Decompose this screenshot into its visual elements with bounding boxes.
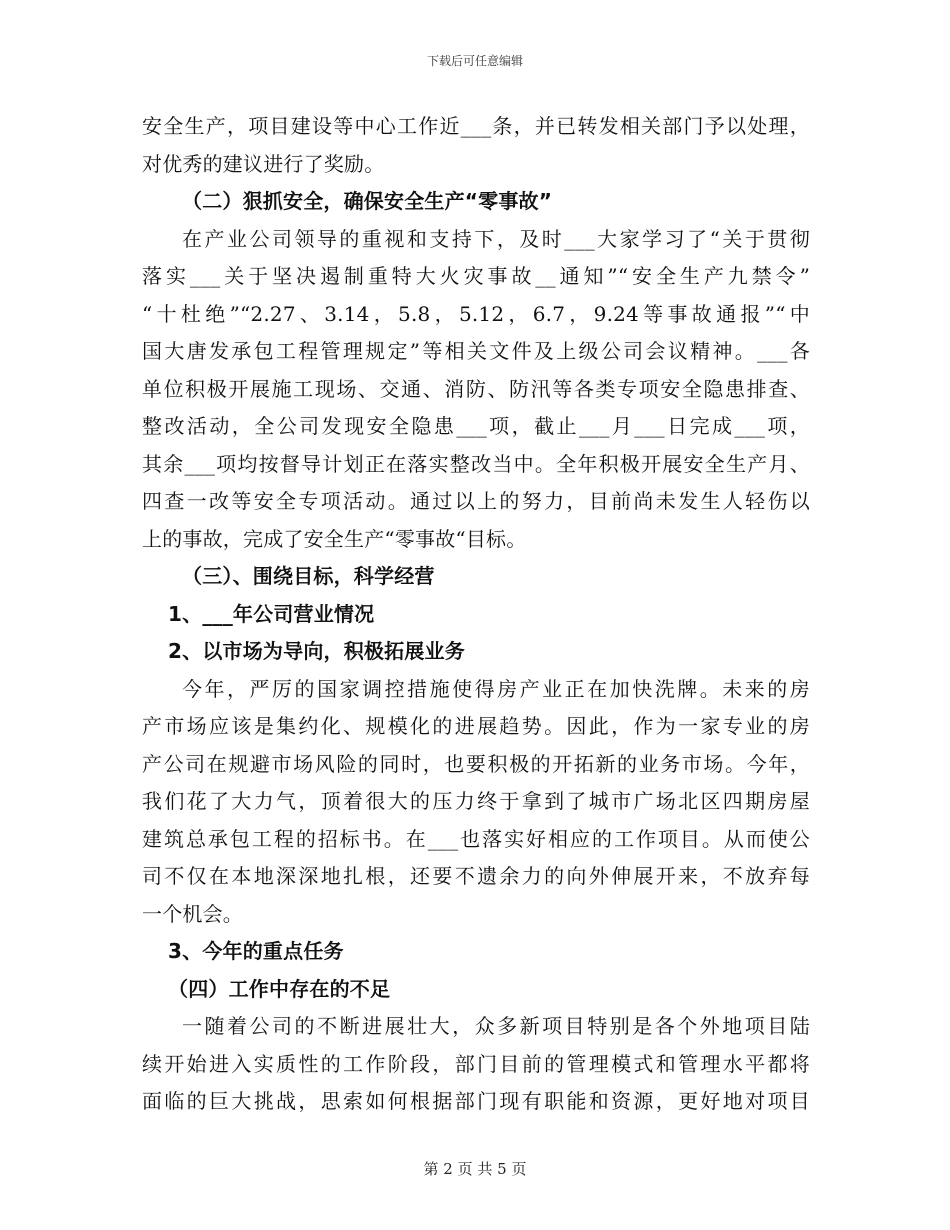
paragraph-line: 续开始进入实质性的工作阶段，部门目前的管理模式和管理水平都将 (142, 1051, 810, 1076)
paragraph-line: “十杜绝”“2.27、3.14，5.8，5.12，6.7，9.24等事故通报”“中 (142, 301, 810, 326)
section-heading: （三）、围绕目标，科学经营 (182, 564, 435, 588)
document-body (142, 108, 810, 1121)
subsection-heading: 1、___年公司营业情况 (168, 601, 375, 626)
subsection-heading: 2、以市场为导向，积极拓展业务 (168, 639, 465, 663)
paragraph-line: 我们花了大力气，顶着很大的压力终于拿到了城市广场北区四期房屋 (142, 789, 810, 813)
section-heading: （四）工作中存在的不足 (168, 976, 391, 1001)
paragraph-line: 面临的巨大挑战，思索如何根据部门现有职能和资源，更好地对项目 (142, 1089, 810, 1113)
paragraph-line: 在产业公司领导的重视和支持下，及时___大家学习了“关于贯彻 (182, 226, 810, 251)
paragraph-line: 安全生产，项目建设等中心工作近___条，并已转发相关部门予以处理， (142, 114, 810, 138)
page-number: 第 2 页 共 5 页 (423, 1160, 527, 1178)
subsection-heading: 3、今年的重点任务 (168, 939, 344, 963)
paragraph-line: 落实___关于坚决遏制重特大火灾事故__通知”“安全生产九禁令” (142, 264, 810, 288)
paragraph-line: 司不仅在本地深深地扎根，还要不遗余力的向外伸展开来，不放弃每 (142, 864, 810, 888)
paragraph-line: 一随着公司的不断进展壮大，众多新项目特别是各个外地项目陆 (182, 1014, 810, 1038)
paragraph-line: 产公司在规避市场风险的同时，也要积极的开拓新的业务市场。今年， (142, 751, 810, 776)
paragraph-line: 今年，严厉的国家调控措施使得房产业正在加快洗牌。未来的房 (182, 676, 810, 701)
paragraph-line: 四查一改等安全专项活动。通过以上的努力，目前尚未发生人轻伤以 (142, 489, 810, 513)
paragraph-line: 建筑总承包工程的招标书。在___也落实好相应的工作项目。从而使公 (142, 826, 810, 851)
paragraph-line: 单位积极开展施工现场、交通、消防、防汛等各类专项安全隐患排查、 (142, 376, 810, 401)
paragraph-line: 上的事故，完成了安全生产“零事故“目标。 (142, 526, 527, 551)
section-heading: （二）狠抓安全，确保安全生产“零事故” (182, 189, 553, 213)
paragraph-line: 国大唐发承包工程管理规定”等相关文件及上级公司会议精神。___各 (142, 339, 810, 363)
paragraph-line: 其余___项均按督导计划正在落实整改当中。全年积极开展安全生产月、 (142, 451, 810, 476)
paragraph-line: 对优秀的建议进行了奖励。 (142, 151, 385, 176)
paragraph-line: 整改活动，全公司发现安全隐患___项，截止___月___日完成___项， (142, 414, 810, 438)
header-note: 下载后可任意编辑 (426, 54, 523, 68)
paragraph-line: 产市场应该是集约化、规模化的进展趋势。因此，作为一家专业的房 (142, 714, 810, 738)
paragraph-line: 一个机会。 (142, 901, 243, 926)
